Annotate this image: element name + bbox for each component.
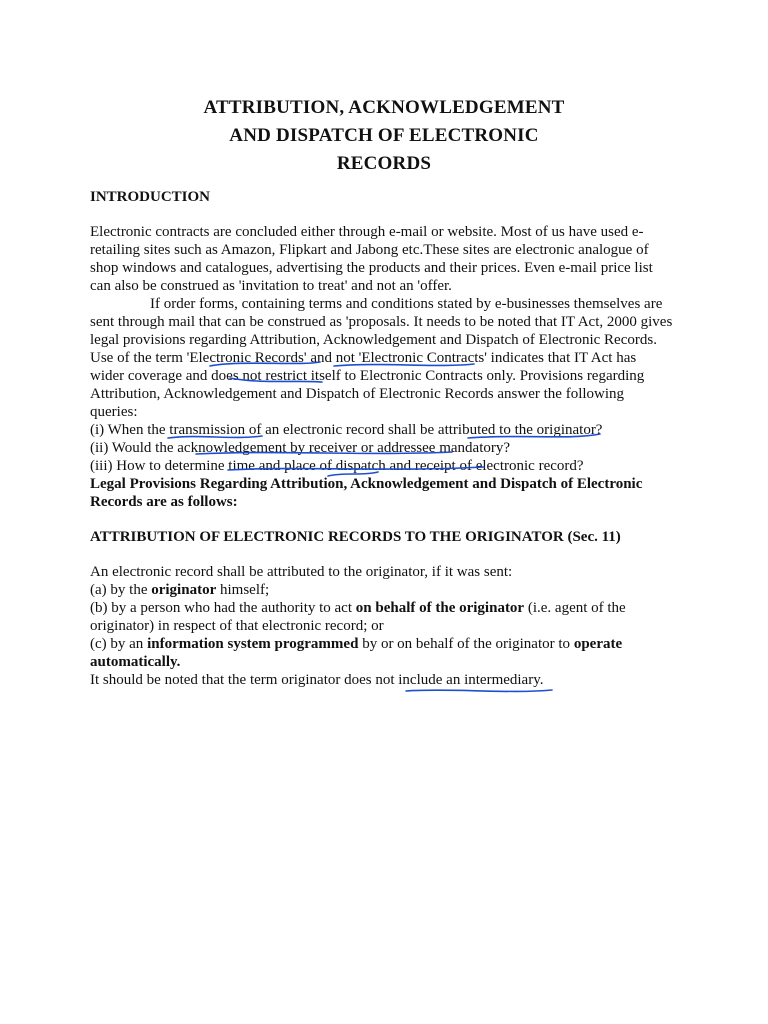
- text-line: If order forms, containing terms and conditions stated by e-businesses themselves are: [150, 296, 663, 312]
- attribution-paragraph: [90, 563, 680, 689]
- text-line: retailing sites such as Amazon, Flipkart and Jabong etc.These sites are electronic analogue of: [90, 242, 649, 258]
- title-line: RECORDS: [336, 153, 432, 174]
- title-line: ATTRIBUTION, ACKNOWLEDGEMENT: [203, 97, 565, 118]
- list-item: (c) by an information system programmed by or on behalf of the originator to operate: [90, 636, 623, 652]
- text-line: Electronic contracts are concluded either through e-mail or website. Most of us have used e-: [90, 224, 644, 240]
- text-line: queries:: [90, 404, 138, 420]
- query-line: (iii) How to determine time and place of dispatch and receipt of electronic record?: [90, 458, 584, 474]
- text-line: shop windows and catalogues, advertising the products and their prices. Even e-mail price list: [90, 260, 653, 276]
- text-line: Use of the term 'Electronic Records' and not 'Electronic Contracts' indicates that IT Act has: [90, 350, 637, 366]
- underline-intermediary: [406, 690, 552, 691]
- title-line: AND DISPATCH OF ELECTRONIC: [229, 125, 539, 146]
- attribution-section-heading: ATTRIBUTION OF ELECTRONIC RECORDS TO THE ORIGINATOR (Sec. 11): [90, 529, 621, 545]
- query-line: (ii) Would the acknowledgement by receiver or addressee mandatory?: [90, 440, 511, 456]
- order-forms-paragraph: [90, 295, 680, 511]
- legal-provisions-line: Records are as follows:: [90, 494, 238, 510]
- text-line: can also be construed as 'invitation to treat' and not an 'offer.: [90, 278, 452, 294]
- intro-paragraph: [90, 223, 680, 295]
- list-item-continuation: originator) in respect of that electronic record; or: [90, 618, 384, 634]
- text-line: Attribution, Acknowledgement and Dispatch of Electronic Records answer the following: [90, 386, 625, 402]
- list-item: (b) by a person who had the authority to act on behalf of the originator (i.e. agent of the: [90, 600, 626, 616]
- list-item: (a) by the originator himself;: [90, 582, 270, 598]
- query-line: (i) When the transmission of an electronic record shall be attributed to the originator?: [90, 422, 603, 438]
- text-line: legal provisions regarding Attribution, Acknowledgement and Dispatch of Electronic Records.: [90, 332, 657, 348]
- text-line: sent through mail that can be construed as 'proposals. It needs to be noted that IT Act, 2000 gives: [90, 314, 673, 330]
- text-line: It should be noted that the term originator does not include an intermediary.: [90, 672, 544, 688]
- document-title: [150, 94, 618, 178]
- text-line: An electronic record shall be attributed to the originator, if it was sent:: [90, 564, 513, 580]
- list-item-continuation: automatically.: [90, 654, 181, 670]
- introduction-heading: INTRODUCTION: [90, 189, 211, 205]
- legal-provisions-line: Legal Provisions Regarding Attribution, Acknowledgement and Dispatch of Electronic: [90, 476, 643, 492]
- text-line: wider coverage and does not restrict itself to Electronic Contracts only. Provisions regarding: [90, 368, 645, 384]
